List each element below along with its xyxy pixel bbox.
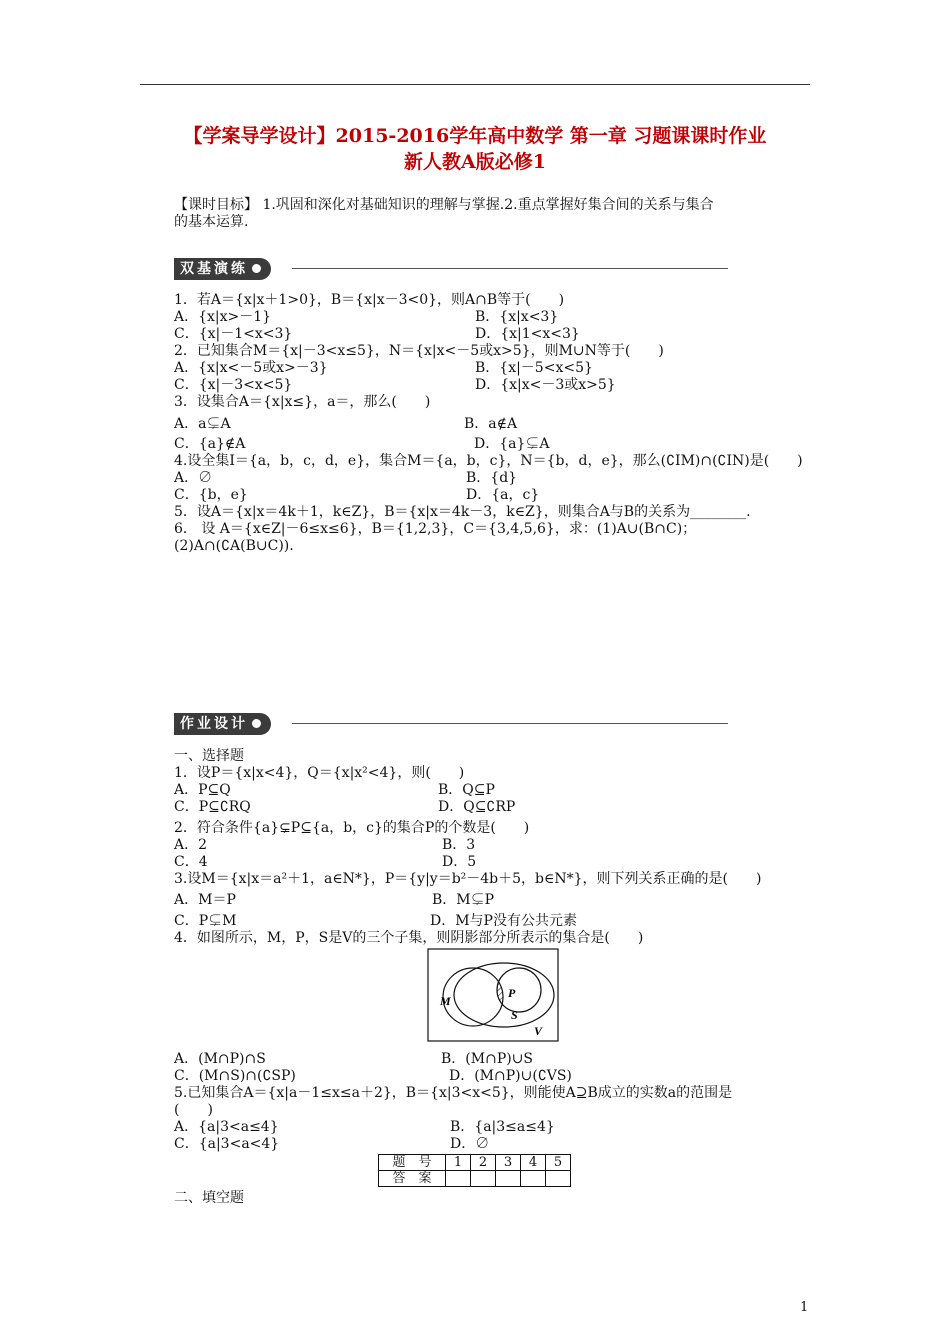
section-rule: [292, 268, 728, 269]
question-line: 1．设P＝{x|x<4}，Q＝{x|x²<4}，则( ): [174, 765, 465, 781]
answer-cell[interactable]: [446, 1171, 471, 1187]
option-c: C．{a|3<a<4}: [174, 1136, 280, 1152]
option-d: D．{x|1<x<3}: [475, 326, 580, 342]
goal-line1: 【课时目标】 1.巩固和深化对基础知识的理解与掌握.2.重点掌握好集合间的关系与集合: [174, 197, 714, 213]
section-label: 双基演练: [174, 258, 271, 280]
option-b: B．{d}: [466, 470, 518, 486]
question-line: 4．如图所示，M，P，S是V的三个子集，则阴影部分所表示的集合是( ): [174, 930, 644, 946]
option-c: C．{b，e}: [174, 487, 248, 503]
answer-cell[interactable]: [496, 1171, 521, 1187]
label-m: M: [440, 994, 451, 1008]
label-s: S: [511, 1008, 518, 1022]
label-p: P: [508, 986, 516, 1000]
option-c: C．4: [174, 854, 208, 870]
option-a: A．a⊊A: [174, 416, 231, 432]
option-a: A．{a|3<a≤4}: [174, 1119, 279, 1135]
question-line: (2)A∩(∁A(B∪C)).: [174, 538, 294, 554]
table-header-cell: 题 号: [379, 1155, 446, 1171]
option-d: D．{a，c}: [466, 487, 540, 503]
option-d: D．∅: [450, 1136, 490, 1152]
question-line: 3.设M＝{x|x＝a²＋1，a∈N*}，P＝{y|y＝b²－4b＋5，b∈N*}，则下列关系正确的是( ): [174, 871, 762, 887]
section-label: 作业设计: [174, 713, 271, 735]
answer-table: [378, 1154, 571, 1187]
part-heading: 二、填空题: [174, 1190, 244, 1206]
answer-cell[interactable]: [471, 1171, 496, 1187]
question-line: ( ): [174, 1102, 213, 1118]
option-b: B．(M∩P)∪S: [441, 1051, 534, 1067]
venn-diagram: [427, 948, 559, 1042]
option-c: C．P⊊M: [174, 913, 237, 929]
question-line: 5.已知集合A＝{x|a－1≤x≤a＋2}，B＝{x|3<x<5}，则能使A⊇B成立的实数a的范围是: [174, 1085, 733, 1101]
option-c: C．(M∩S)∩(∁SP): [174, 1068, 296, 1084]
question-line: 1．若A＝{x|x＋1>0}，B＝{x|x－3<0}，则A∩B等于( ): [174, 292, 565, 308]
section-rule: [292, 723, 728, 724]
bullet-icon: [252, 719, 261, 728]
option-a: A．P⊆Q: [174, 782, 231, 798]
document-title-line1: 【学案导学设计】2015-2016学年高中数学 第一章 习题课课时作业: [183, 125, 767, 147]
option-d: D．Q⊆∁RP: [438, 799, 516, 815]
option-a: A．M＝P: [174, 892, 236, 908]
question-line: 3．设集合A＝{x|x≤}，a＝，那么( ): [174, 394, 431, 410]
header-rule: [140, 84, 810, 85]
option-d: D．{a}⊊A: [474, 436, 550, 452]
option-b: B．Q⊆P: [438, 782, 495, 798]
table-cell: 3: [496, 1155, 521, 1171]
option-d: D．{x|x<－3或x>5}: [475, 377, 616, 393]
option-d: D．(M∩P)∪(∁VS): [449, 1068, 572, 1084]
option-c: C．{x|－1<x<3}: [174, 326, 293, 342]
option-b: B．{x|x<3}: [475, 309, 559, 325]
option-c: C．{x|－3<x<5}: [174, 377, 293, 393]
option-d: D．M与P没有公共元素: [430, 913, 577, 929]
option-b: B．3: [442, 837, 476, 853]
option-b: B．a∉A: [464, 416, 518, 432]
question-line: 2．符合条件{a}⊊P⊆{a，b，c}的集合P的个数是( ): [174, 820, 530, 836]
answer-cell[interactable]: [546, 1171, 571, 1187]
question-line: 6． 设 A＝{x∈Z|－6≤x≤6}，B＝{1,2,3}，C＝{3,4,5,6}，求：(1)A∪(B∩C)；: [174, 521, 697, 537]
option-a: A．2: [174, 837, 208, 853]
question-line: 4.设全集I＝{a，b，c，d，e}，集合M＝{a，b，c}，N＝{b，d，e}，那么(∁IM)∩(∁IN)是( ): [174, 453, 803, 469]
option-a: A．{x|x<－5或x>－3}: [174, 360, 328, 376]
option-a: A．(M∩P)∩S: [174, 1051, 266, 1067]
table-header-cell: 答 案: [379, 1171, 446, 1187]
option-b: B．{x|－5<x<5}: [475, 360, 593, 376]
table-cell: 5: [546, 1155, 571, 1171]
option-b: B．M⊊P: [432, 892, 495, 908]
part-heading: 一、选择题: [174, 748, 244, 764]
option-c: C．P⊆∁RQ: [174, 799, 251, 815]
question-line: 2．已知集合M＝{x|－3<x≤5}，N＝{x|x<－5或x>5}，则M∪N等于( ): [174, 343, 664, 359]
document-title-line2: 新人教A版必修1: [404, 151, 546, 173]
option-a: A．{x|x>－1}: [174, 309, 272, 325]
table-cell: 2: [471, 1155, 496, 1171]
label-v: V: [534, 1024, 543, 1038]
answer-cell[interactable]: [521, 1171, 546, 1187]
page-number: 1: [800, 1300, 809, 1315]
table-cell: 4: [521, 1155, 546, 1171]
table-row: [379, 1171, 571, 1187]
question-line: 5．设A＝{x|x＝4k＋1，k∈Z}，B＝{x|x＝4k－3，k∈Z}，则集合A与B的关系为________.: [174, 504, 751, 520]
option-b: B．{a|3≤a≤4}: [450, 1119, 555, 1135]
table-cell: 1: [446, 1155, 471, 1171]
bullet-icon: [252, 264, 261, 273]
table-row: [379, 1155, 571, 1171]
option-d: D．5: [442, 854, 477, 870]
option-a: A．∅: [174, 470, 213, 486]
goal-line2: 的基本运算.: [174, 214, 249, 230]
option-c: C．{a}∉A: [174, 436, 246, 452]
